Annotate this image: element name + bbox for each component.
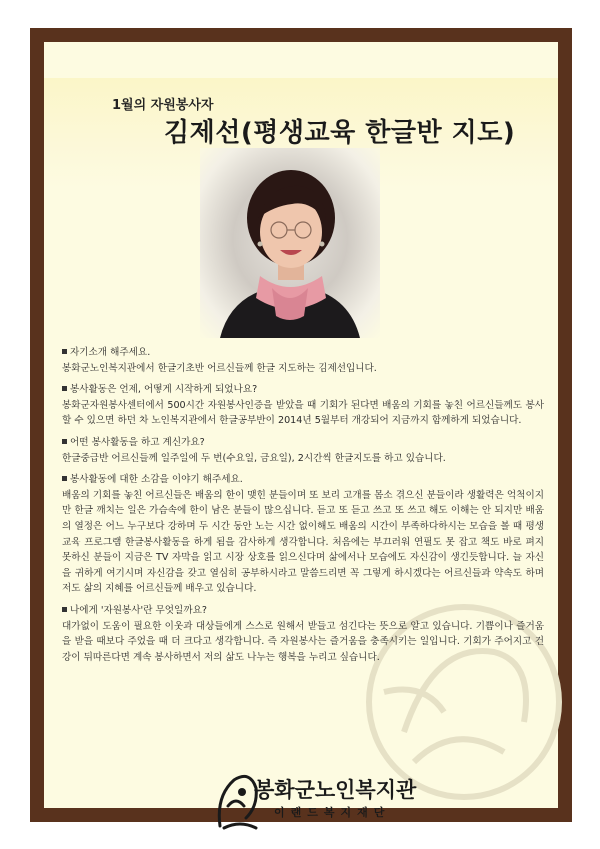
answer-2: 봉화군자원봉사센터에서 500시간 자원봉사인증을 받았을 때 기회가 된다면 배움의 기회를 놓친 어르신들께도 봉사할 수 있으면 하던 차 노인복지관에서 한글공부반이 2014년 5월부터 개강되어 지금까지 함께하게 되었습니다.: [62, 399, 544, 427]
question-4: [62, 472, 544, 488]
answer-4: 배움의 기회를 놓친 어르신들은 배움의 한이 맺힌 분들이며 또 보리 고개를 몸소 겪으신 분들이라 생활력은 억척이지만 한글 깨치는 일은 가슴속에 한이 남은 분들이 많으십니다. 듣고 또 듣고 쓰고 또 쓰고 해도 이해는 안 되지만 배움의 열정은 어느 누구보다 강하며 두 시간 동안 노는 시간 없이해도 배움의 시간이 부족하다하시는 모습을 볼 때 평생교육 프로그램 한글봉사활동을 하게 됨을 감사하게 생각합니다. 처음에는 부끄러워 연필도 못 잡고 책도 바로 펴지 못하신 분들이 지금은 TV 자막을 읽고 시장 상호를 읽으신다며 삶에서나 모습에도 자신감이 생긴듯합니다. 늘 자신을 귀하게 여기시며 자신감을 갖고 열심히 공부하시라고 말씀드리면 꼭 그렇게 하시겠다는 어르신들과 약속도 하며 저도 삶의 지혜를 어르신들께 배우고 있습니다.: [62, 489, 544, 595]
question-text: 나에게 '자원봉사'란 무엇일까요?: [70, 604, 207, 616]
question-text: 어떤 봉사활동을 하고 계신가요?: [70, 436, 205, 448]
question-5: [62, 603, 544, 619]
bullet-icon: [62, 386, 67, 391]
bullet-icon: [62, 349, 67, 354]
answer-1: 봉화군노인복지관에서 한글기초반 어르신들께 한글 지도하는 김제선입니다.: [62, 362, 377, 374]
page-subtitle: 1월의 자원봉사자: [112, 98, 214, 113]
volunteer-portrait: [200, 148, 380, 338]
question-2: [62, 382, 544, 398]
bullet-icon: [62, 476, 67, 481]
answer-5: 대가없이 도움이 필요한 이웃과 대상들에게 스스로 원해서 받들고 섬긴다는 뜻으로 알고 있습니다. 기쁨이나 즐거움을 받을 때보다 주었을 때 더 크다고 생각합니다. 즉 자원봉사는 즐거움을 충족시키는 일입니다. 기회가 주어지고 건강이 뒤따른다면 계속 봉사하면서 저의 삶도 나누는 행복을 누리고 싶습니다.: [62, 620, 544, 663]
bullet-icon: [62, 439, 67, 444]
page-title: 김제선(평생교육 한글반 지도): [164, 118, 516, 148]
bullet-icon: [62, 607, 67, 612]
page-paper: [44, 42, 558, 819]
question-3: [62, 435, 544, 451]
question-text: 자기소개 해주세요.: [70, 347, 151, 358]
answer-3: 한글중급반 어르신들께 일주일에 두 번(수요일, 금요일), 2시간씩 한글지도를 하고 있습니다.: [62, 452, 446, 464]
org-name: 봉화군노인복지관: [254, 778, 417, 802]
question-text: 봉사활동에 대한 소감을 이야기 해주세요.: [70, 474, 243, 486]
question-1: [62, 345, 544, 361]
org-subtitle: 이랜드복지재단: [274, 806, 391, 819]
interview-body: [62, 345, 544, 665]
question-text: 봉사활동은 언제, 어떻게 시작하게 되었나요?: [70, 384, 258, 396]
